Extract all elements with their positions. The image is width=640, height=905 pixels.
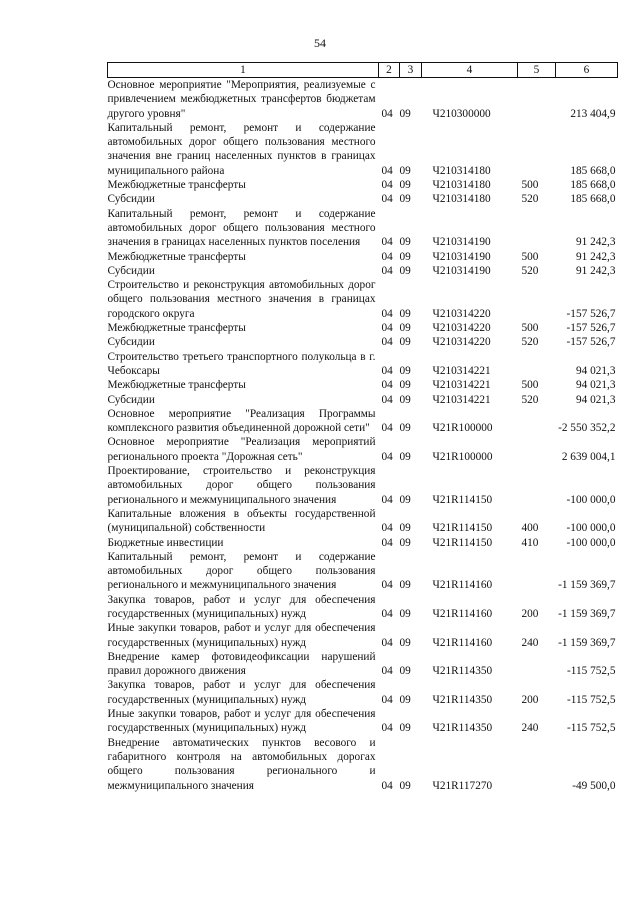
row-section: 04 (381, 364, 393, 377)
row-subsection: 09 (399, 164, 411, 177)
row-name: Субсидии (107, 193, 155, 206)
row-expense-type: 520 (521, 264, 539, 277)
row-target-code: Ч21R114350 (432, 722, 493, 735)
row-section: 04 (381, 493, 393, 506)
table-row (108, 278, 618, 321)
row-subsection: 09 (399, 779, 411, 792)
row-subsection: 09 (399, 607, 411, 620)
row-expense-type: 400 (521, 522, 539, 535)
row-amount: -49 500,0 (572, 779, 616, 792)
row-amount: 213 404,9 (570, 107, 616, 120)
row-section: 04 (381, 322, 393, 335)
row-expense-type: 500 (521, 179, 539, 192)
row-name: Капитальные вложения в объекты государственной (муниципальной) собственности (107, 507, 376, 535)
row-subsection: 09 (399, 722, 411, 735)
row-expense-type (518, 550, 556, 593)
row-name: Межбюджетные трансферты (107, 379, 246, 392)
row-subsection: 09 (399, 307, 411, 320)
row-target-code: Ч210314180 (432, 164, 491, 177)
row-target-code: Ч210314180 (432, 193, 491, 206)
row-name: Основное мероприятие "Реализация Программы комплексного развития объединенной дорожной сети" (107, 407, 376, 435)
row-subsection: 09 (399, 250, 411, 263)
table-row (108, 321, 618, 335)
row-expense-type: 200 (521, 607, 539, 620)
row-section: 04 (381, 536, 393, 549)
row-subsection: 09 (399, 393, 411, 406)
row-amount: 94 021,3 (575, 379, 616, 392)
row-section: 04 (381, 522, 393, 535)
row-amount: -115 752,5 (566, 722, 616, 735)
row-subsection: 09 (399, 422, 411, 435)
row-section: 04 (381, 579, 393, 592)
row-subsection: 09 (399, 636, 411, 649)
table-row (108, 192, 618, 206)
table-row (108, 621, 618, 650)
row-expense-type (518, 650, 556, 679)
table-header-row (108, 63, 618, 78)
row-target-code: Ч21R100000 (432, 450, 493, 463)
row-amount: 91 242,3 (575, 236, 616, 249)
row-target-code: Ч210314221 (432, 393, 491, 406)
row-amount: 94 021,3 (575, 393, 616, 406)
table-row (108, 393, 618, 407)
row-amount: 185 668,0 (570, 179, 616, 192)
row-subsection: 09 (399, 579, 411, 592)
row-name: Строительство третьего транспортного полукольца в г. Чебоксары (107, 350, 376, 377)
row-target-code: Ч21R114160 (432, 579, 493, 592)
row-target-code: Ч210300000 (432, 107, 491, 120)
row-section: 04 (381, 422, 393, 435)
row-amount: -157 526,7 (566, 307, 616, 320)
row-section: 04 (381, 450, 393, 463)
row-section: 04 (381, 236, 393, 249)
row-section: 04 (381, 379, 393, 392)
row-amount: 94 021,3 (575, 364, 616, 377)
row-target-code: Ч21R100000 (432, 422, 493, 435)
row-target-code: Ч210314221 (432, 379, 491, 392)
row-target-code: Ч210314220 (432, 322, 491, 335)
row-subsection: 09 (399, 493, 411, 506)
row-target-code: Ч21R117270 (432, 779, 493, 792)
row-amount: -1 159 369,7 (558, 579, 616, 592)
row-expense-type: 500 (521, 250, 539, 263)
page-number: 54 (314, 36, 326, 50)
row-expense-type (518, 278, 556, 321)
table-row (108, 78, 618, 121)
row-amount: -1 159 369,7 (558, 607, 616, 620)
row-subsection: 09 (399, 236, 411, 249)
row-name: Закупка товаров, работ и услуг для обеспечения государственных (муниципальных) нужд (107, 679, 376, 706)
row-target-code: Ч21R114350 (432, 693, 493, 706)
table-row (108, 378, 618, 392)
row-expense-type: 240 (521, 722, 539, 735)
row-section: 04 (381, 393, 393, 406)
row-amount: 91 242,3 (575, 250, 616, 263)
row-name: Субсидии (107, 336, 155, 349)
row-name: Основное мероприятие "Реализация мероприятий регионального проекта "Дорожная сеть" (107, 436, 376, 463)
row-name: Субсидии (107, 393, 155, 406)
row-name: Основное мероприятие "Мероприятия, реализуемые с привлечением межбюджетных трансфертов бюджетам другого уровня" (107, 79, 376, 120)
header-col-2: 2 (379, 63, 400, 78)
row-section: 04 (381, 693, 393, 706)
table-row (108, 250, 618, 264)
row-amount: -115 752,5 (566, 665, 616, 678)
row-expense-type (518, 121, 556, 178)
row-section: 04 (381, 665, 393, 678)
row-amount: -2 550 352,2 (558, 422, 616, 435)
row-subsection: 09 (399, 450, 411, 463)
row-expense-type (518, 435, 556, 464)
row-target-code: Ч21R114150 (432, 493, 493, 506)
row-expense-type: 520 (521, 193, 539, 206)
row-expense-type: 410 (521, 536, 539, 549)
row-section: 04 (381, 193, 393, 206)
row-section: 04 (381, 107, 393, 120)
row-amount: -100 000,0 (566, 522, 616, 535)
table-row (108, 678, 618, 707)
header-col-1: 1 (108, 63, 379, 78)
row-subsection: 09 (399, 522, 411, 535)
row-expense-type: 520 (521, 393, 539, 406)
row-amount: -100 000,0 (566, 536, 616, 549)
row-name: Внедрение камер фотовидеофиксации нарушений правил дорожного движения (107, 650, 376, 678)
row-amount: -100 000,0 (566, 493, 616, 506)
header-col-5: 5 (518, 63, 556, 78)
row-subsection: 09 (399, 665, 411, 678)
row-target-code: Ч210314221 (432, 364, 491, 377)
row-name: Закупка товаров, работ и услуг для обеспечения государственных (муниципальных) нужд (107, 593, 376, 620)
row-subsection: 09 (399, 107, 411, 120)
row-amount: -157 526,7 (566, 322, 616, 335)
row-subsection: 09 (399, 264, 411, 277)
row-target-code: Ч210314220 (432, 336, 491, 349)
row-section: 04 (381, 336, 393, 349)
row-target-code: Ч210314190 (432, 264, 491, 277)
row-amount: -115 752,5 (566, 693, 616, 706)
row-target-code: Ч210314180 (432, 179, 491, 192)
budget-table (107, 62, 618, 793)
row-section: 04 (381, 607, 393, 620)
row-name: Проектирование, строительство и реконструкция автомобильных дорог общего пользования регионального и межмуниципального значения (107, 465, 376, 506)
row-target-code: Ч21R114350 (432, 665, 493, 678)
row-name: Капитальный ремонт, ремонт и содержание автомобильных дорог общего пользования регионального и межмуниципального значения (107, 550, 376, 592)
row-amount: 2 639 004,1 (561, 450, 616, 463)
row-subsection: 09 (399, 336, 411, 349)
row-target-code: Ч210314190 (432, 236, 491, 249)
row-subsection: 09 (399, 536, 411, 549)
header-col-4: 4 (422, 63, 518, 78)
table-row (108, 407, 618, 436)
row-section: 04 (381, 179, 393, 192)
table-row (108, 593, 618, 622)
header-col-3: 3 (400, 63, 422, 78)
row-name: Строительство и реконструкция автомобильных дорог общего пользования местного значения в границах городского округа (107, 279, 376, 320)
row-name: Капитальный ремонт, ремонт и содержание автомобильных дорог общего пользования местного значения в границах населенных пунктов поселения (107, 207, 376, 249)
row-amount: 91 242,3 (575, 264, 616, 277)
table-row (108, 207, 618, 250)
row-subsection: 09 (399, 379, 411, 392)
row-expense-type: 200 (521, 693, 539, 706)
row-amount: 185 668,0 (570, 164, 616, 177)
row-section: 04 (381, 164, 393, 177)
row-name: Внедрение автоматических пунктов весового и габаритного контроля на автомобильных дорогах общего пользования регионального и межмуниципального значения (107, 736, 376, 792)
row-section: 04 (381, 722, 393, 735)
table-row (108, 178, 618, 192)
row-subsection: 09 (399, 693, 411, 706)
table-row (108, 736, 618, 793)
row-section: 04 (381, 636, 393, 649)
row-expense-type: 240 (521, 636, 539, 649)
row-expense-type (518, 350, 556, 379)
row-expense-type (518, 78, 556, 121)
table-row (108, 707, 618, 736)
row-name: Межбюджетные трансферты (107, 250, 246, 263)
row-expense-type: 500 (521, 322, 539, 335)
table-row (108, 350, 618, 379)
row-section: 04 (381, 779, 393, 792)
row-target-code: Ч210314190 (432, 250, 491, 263)
table-row (108, 550, 618, 593)
row-expense-type (518, 736, 556, 793)
row-expense-type: 520 (521, 336, 539, 349)
row-name: Иные закупки товаров, работ и услуг для обеспечения государственных (муниципальных) нужд (107, 622, 376, 649)
row-target-code: Ч210314220 (432, 307, 491, 320)
row-subsection: 09 (399, 193, 411, 206)
row-name: Межбюджетные трансферты (107, 179, 246, 192)
row-section: 04 (381, 250, 393, 263)
table-row (108, 507, 618, 536)
row-subsection: 09 (399, 179, 411, 192)
row-section: 04 (381, 307, 393, 320)
table-body (108, 78, 618, 793)
row-target-code: Ч21R114150 (432, 522, 493, 535)
row-amount: -157 526,7 (566, 336, 616, 349)
row-expense-type (518, 407, 556, 436)
row-name: Капитальный ремонт, ремонт и содержание автомобильных дорог общего пользования местного значения вне границ населенных пунктов в границах муниципального района (107, 121, 376, 177)
table-row (108, 536, 618, 550)
row-target-code: Ч21R114150 (432, 536, 493, 549)
row-name: Иные закупки товаров, работ и услуг для обеспечения государственных (муниципальных) нужд (107, 708, 376, 735)
table-row (108, 121, 618, 178)
row-section: 04 (381, 264, 393, 277)
table-row (108, 650, 618, 679)
row-expense-type (518, 207, 556, 250)
table-row (108, 335, 618, 349)
header-col-6: 6 (556, 63, 618, 78)
row-subsection: 09 (399, 322, 411, 335)
row-name: Межбюджетные трансферты (107, 322, 246, 335)
row-name: Субсидии (107, 264, 155, 277)
row-amount: 185 668,0 (570, 193, 616, 206)
table-row (108, 435, 618, 464)
row-amount: -1 159 369,7 (558, 636, 616, 649)
row-expense-type (518, 464, 556, 507)
row-subsection: 09 (399, 364, 411, 377)
table-row (108, 264, 618, 278)
row-expense-type: 500 (521, 379, 539, 392)
row-target-code: Ч21R114160 (432, 607, 493, 620)
row-name: Бюджетные инвестиции (107, 536, 224, 549)
row-target-code: Ч21R114160 (432, 636, 493, 649)
table-row (108, 464, 618, 507)
